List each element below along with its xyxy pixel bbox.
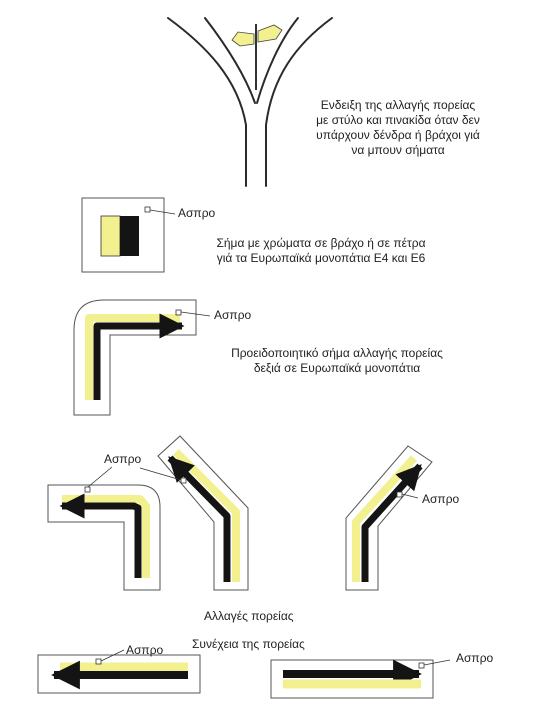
tree-sign-note [298, 98, 498, 158]
warning-sign-white-marker [176, 310, 181, 315]
tree-branch-left-inner [205, 18, 255, 103]
continue-right-frame [271, 660, 433, 698]
turn-left-white-marker [85, 487, 90, 492]
rock-sign-caption [196, 236, 446, 266]
tree-sign-note-line: υπάρχουν δένδρα ή βράχοι γιά [316, 128, 480, 142]
tree-sign-note-line: Ενδειξη της αλλαγής πορείας [320, 98, 476, 112]
slant-right-white-label: Ασπρο [422, 492, 460, 506]
warning-sign [74, 300, 210, 415]
slant-right-sign [346, 446, 432, 590]
warning-sign-caption-line: δεξιά σε Ευρωπαϊκά μονοπάτια [253, 361, 421, 375]
signpost-arrow-left [232, 32, 254, 46]
continue-right-sign [271, 660, 450, 698]
rock-sign [82, 198, 175, 272]
continue-right-white-marker [419, 663, 424, 668]
tree-trunk-left [168, 18, 246, 186]
turn-left-white-label: Ασπρο [104, 452, 142, 466]
rock-sign-black [120, 216, 139, 256]
signpost-arrow-right [258, 25, 282, 42]
continue-right-white-label: Ασπρο [456, 651, 494, 665]
slant-right-white-marker [397, 492, 402, 497]
tree-sign-note-line: να μπουν σήματα [351, 143, 445, 157]
turn-left-sign [48, 467, 160, 590]
tree-sign-note-line: με στύλο και πινακίδα όταν δεν [316, 113, 480, 127]
rock-sign-white-marker [145, 207, 150, 212]
turn-left-label-leader [88, 467, 112, 487]
warning-sign-caption-line: Προειδοποιητικό σήμα αλλαγής πορείας [231, 346, 443, 360]
rock-sign-white-label: Ασπρο [178, 206, 216, 220]
continue-left-white-label: Ασπρο [126, 643, 164, 657]
continue-left-sign [38, 650, 200, 693]
rock-sign-yellow [101, 216, 120, 256]
warning-sign-caption [212, 346, 462, 376]
slant-right-label-leader [402, 494, 418, 498]
rock-sign-caption-line: γιά τα Ευρωπαϊκά μονοπάτια Ε4 και Ε6 [216, 251, 426, 265]
slant-left-white-marker [181, 478, 186, 483]
continue-left-white-marker [96, 659, 101, 664]
rock-sign-caption-line: Σήμα με χρώματα σε βράχο ή σε πέτρα [216, 236, 426, 250]
continuation-caption: Συνέχεια της πορείας [192, 637, 305, 651]
direction-changes-caption: Αλλαγές πορείας [204, 609, 294, 623]
warning-sign-white-label: Ασπρο [214, 308, 252, 322]
